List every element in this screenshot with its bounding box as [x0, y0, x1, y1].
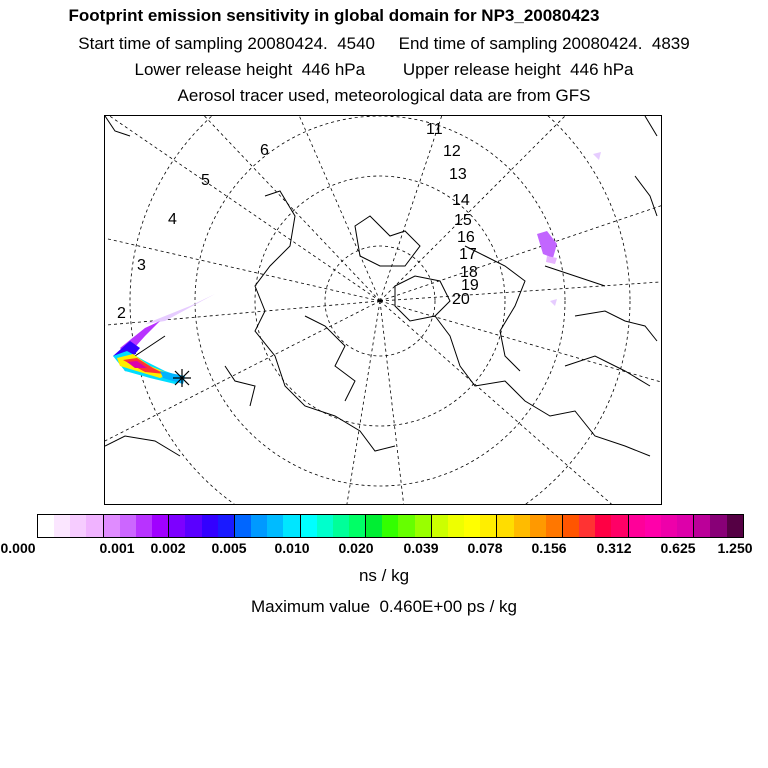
colorbar-tick-label: 0.078 [467, 540, 503, 556]
colorbar-segment [283, 515, 300, 537]
colorbar-tick-label: 0.312 [596, 540, 632, 556]
colorbar-segment [235, 515, 251, 537]
colorbar-segment [514, 515, 530, 537]
colorbar-segment [579, 515, 595, 537]
colorbar-tick-label: 0.625 [660, 540, 696, 556]
colorbar-segment [464, 515, 480, 537]
hour-label: 6 [260, 142, 269, 159]
hour-label: 18 [460, 264, 478, 281]
colorbar-segment [333, 515, 349, 537]
colorbar-segment [169, 515, 185, 537]
hour-label: 13 [449, 166, 467, 183]
colorbar-segment [218, 515, 235, 537]
maximum-value-label: Maximum value 0.460E+00 ps / kg [251, 597, 517, 616]
hour-label: 17 [459, 246, 477, 263]
map-graticule-and-coast [105, 116, 662, 505]
map-title: Footprint emission sensitivity in global domain for NP3_20080423 [68, 6, 600, 25]
colorbar-tick-label: 0.156 [531, 540, 567, 556]
hour-label: 4 [168, 211, 177, 228]
colorbar-tick-label: 0.005 [211, 540, 247, 556]
hour-label: 14 [452, 192, 470, 209]
sampling-time-line: Start time of sampling 20080424. 4540 End time of sampling 20080424. 4839 [78, 34, 690, 53]
colorbar-tick-label: 0.000 [0, 540, 36, 556]
colorbar-segment [563, 515, 579, 537]
colorbar-segment [480, 515, 497, 537]
colorbar-segment [382, 515, 398, 537]
hour-label: 12 [443, 143, 461, 160]
footprint-map [104, 115, 662, 505]
colorbar-tick-label: 0.002 [150, 540, 186, 556]
colorbar-segment [415, 515, 432, 537]
colorbar-segment [86, 515, 103, 537]
hour-label: 16 [457, 229, 475, 246]
colorbar-segment [202, 515, 218, 537]
hour-label: 20 [452, 291, 470, 308]
colorbar-segment [152, 515, 169, 537]
release-site-marker [173, 369, 191, 387]
colorbar-tick-label: 0.039 [403, 540, 439, 556]
colorbar-segment [38, 515, 54, 537]
colorbar-segment [661, 515, 677, 537]
colorbar-segment [710, 515, 726, 537]
release-height-line: Lower release height 446 hPa Upper release height 446 hPa [134, 60, 634, 79]
hour-label: 2 [117, 305, 126, 322]
colorbar-segment [530, 515, 546, 537]
colorbar-segment [136, 515, 152, 537]
colorbar-segment [349, 515, 366, 537]
colorbar-segment [611, 515, 628, 537]
colorbar-segment [398, 515, 414, 537]
colorbar-segment [317, 515, 333, 537]
colorbar-segment [432, 515, 448, 537]
colorbar-tick-label: 0.001 [99, 540, 135, 556]
colorbar-segment [694, 515, 710, 537]
colorbar-segment [629, 515, 645, 537]
footprint-plume [113, 294, 215, 384]
colorbar-segment [54, 515, 70, 537]
colorbar-segment [267, 515, 283, 537]
coastlines [105, 116, 657, 456]
tracer-info-line: Aerosol tracer used, meteorological data are from GFS [177, 86, 591, 105]
colorbar-segment [546, 515, 563, 537]
hour-label: 15 [454, 212, 472, 229]
colorbar-segment [120, 515, 136, 537]
colorbar-segment [301, 515, 317, 537]
colorbar-unit-label: ns / kg [358, 566, 410, 585]
hour-label: 5 [201, 172, 210, 189]
colorbar-segment [185, 515, 201, 537]
meridians [105, 116, 662, 505]
colorbar-segment [727, 515, 743, 537]
colorbar-tick-label: 1.250 [717, 540, 753, 556]
colorbar [37, 514, 744, 538]
colorbar-segment [595, 515, 611, 537]
colorbar-segment [645, 515, 661, 537]
hour-label: 3 [137, 257, 146, 274]
colorbar-segment [677, 515, 694, 537]
colorbar-segment [497, 515, 513, 537]
colorbar-tick-label: 0.020 [338, 540, 374, 556]
colorbar-segment [70, 515, 86, 537]
colorbar-segment [366, 515, 382, 537]
colorbar-segment [104, 515, 120, 537]
hour-label: 19 [461, 277, 479, 294]
colorbar-segment [251, 515, 267, 537]
hour-label: 11 [426, 121, 443, 138]
colorbar-tick-label: 0.010 [274, 540, 310, 556]
colorbar-segment [448, 515, 464, 537]
